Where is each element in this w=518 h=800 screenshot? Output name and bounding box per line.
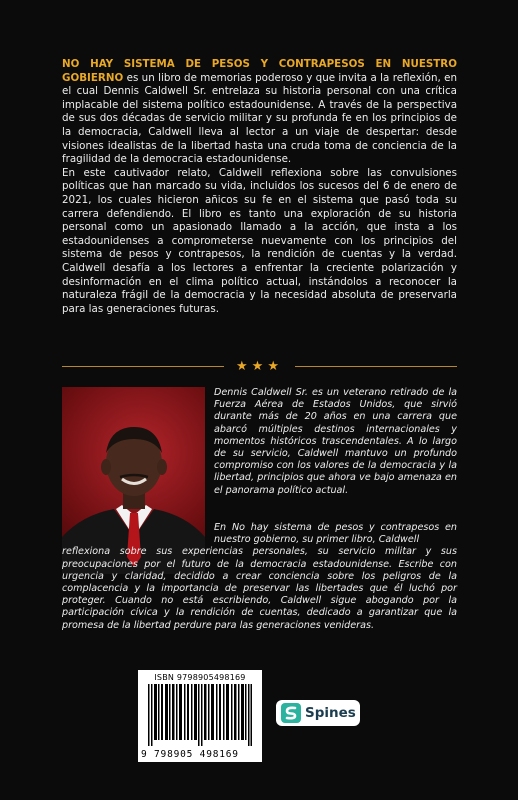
divider-line-right	[295, 366, 457, 367]
publisher-logo	[276, 700, 360, 726]
author-bio-continued	[62, 522, 457, 632]
bio-paragraph-2-rest: reflexiona sobre sus experiencias personales, su servicio militar y sus preocupaciones por el futuro de la democracia estadounidense. Escribe con urgencia y claridad, decidido a crear conciencia sobre los peligros de la complacencia y la importancia de preservar las libertades que él luchó por proteger. Cuando no está escribiendo, Caldwell sigue abogando por la participación cívica y la rendición de cuentas, dedicado a garantizar que la promesa de la libertad perdure para las generaciones venideras.	[62, 546, 457, 631]
blurb-paragraph-1	[62, 58, 457, 167]
barcode-digits: 9 798905 498169	[141, 749, 239, 760]
divider-line-left	[62, 366, 224, 367]
publisher-name: Spines	[305, 705, 356, 721]
bio-paragraph-2-start: En No hay sistema de pesos y contrapesos en nuestro gobierno, su primer libro, Caldwell	[214, 522, 457, 546]
spines-logo-icon	[281, 703, 301, 723]
bio-paragraph-1: Dennis Caldwell Sr. es un veterano retirado de la Fuerza Aérea de Estados Unidos, que sirvió durante más de 20 años en una carrera que abarcó múltiples destinos internacionales y momentos históricos trascendentales. A lo largo de su servicio, Caldwell mantuvo un profundo compromiso con los valores de la democracia y la libertad, principios que ahora ve bajo amenaza en el panorama político actual.	[214, 387, 457, 496]
author-bio	[214, 387, 457, 497]
isbn-barcode	[138, 670, 262, 762]
blurb-paragraph-2: En este cautivador relato, Caldwell reflexiona sobre las convulsiones políticas que han marcado su vida, incluidos los sucesos del 6 de enero de 2021, los cuales hicieron añicos su fe en el sistema que pasó toda su carrera defendiendo. El libro es tanto una exploración de su historia personal como un apasionado llamado a la acción, que insta a los estadounidenses a comprometerse nuevamente con los principios del sistema de pesos y contrapesos, la rendición de cuentas y la verdad. Caldwell desafía a los lectores a enfrentar la creciente polarización y desinformación en el clima político actual, instándolos a reconocer la naturaleza frágil de la democracia y la necesidad absoluta de preservarla para las generaciones futuras.	[62, 166, 457, 315]
stars-icon: ★★★	[236, 358, 283, 374]
back-cover-blurb	[62, 58, 457, 316]
barcode-icon	[148, 684, 252, 746]
blurb-text-1: es un libro de memorias poderoso y que invita a la reflexión, en el cual Dennis Caldwell Sr. entrelaza su historia personal con una crítica implacable del sistema político estadounidense. A través de la perspectiva de sus dos décadas de servicio militar y su profunda fe en los principios de la democracia, Caldwell lleva al lector a un viaje de despertar: desde visiones idealistas de la libertad hasta una cruda toma de conciencia de la fragilidad de la democracia estadounidense.	[62, 71, 457, 166]
book-title-lead: NO HAY SISTEMA DE PESOS Y CONTRAPESOS EN NUESTRO GOBIERNO	[62, 58, 457, 84]
star-divider	[62, 358, 457, 374]
isbn-label: ISBN 9798905498169	[154, 673, 246, 682]
